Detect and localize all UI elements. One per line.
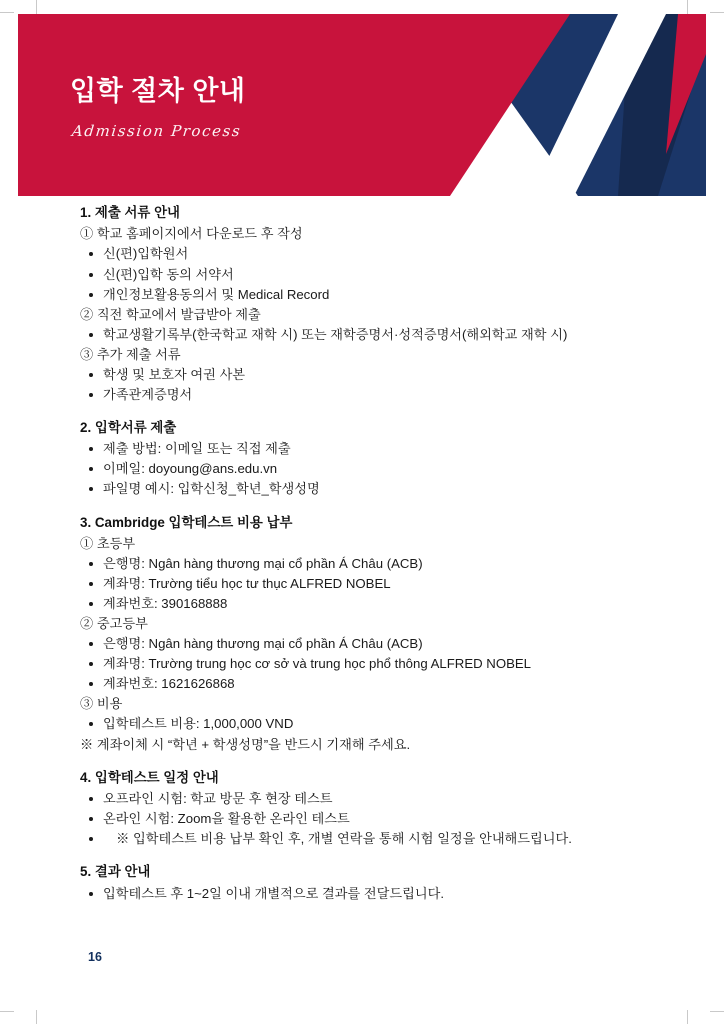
numbered-line: ② 중고등부 [80, 616, 148, 632]
crop-mark [687, 0, 688, 14]
numbered-line: ① 학교 홈페이지에서 다운로드 후 작성 [80, 226, 303, 242]
bullet-list [80, 244, 640, 304]
section-title: 1. 제출 서류 안내 [80, 205, 180, 220]
section [80, 418, 640, 500]
list-item: 계좌명: Trường tiểu học tư thục ALFRED NOBEL [80, 574, 640, 594]
section [80, 203, 640, 405]
numbered-line: ③ 추가 제출 서류 [80, 346, 181, 362]
list-item: 신(편)입학원서 [80, 244, 640, 264]
numbered-line: ② 직전 학교에서 발급받아 제출 [80, 306, 261, 322]
page-subtitle: Admission Process [71, 122, 243, 140]
crop-mark [710, 12, 724, 13]
crop-mark [36, 0, 37, 14]
list-item: 온라인 시험: Zoom을 활용한 온라인 테스트 [80, 809, 640, 829]
section-title: 5. 결과 안내 [80, 864, 151, 880]
list-item: 계좌번호: 390168888 [80, 594, 640, 614]
header-banner [18, 14, 706, 196]
bullet-list [80, 365, 640, 405]
list-item: 입학테스트 비용: 1,000,000 VND [80, 714, 640, 734]
section-title: 4. 입학테스트 일정 안내 [80, 769, 219, 785]
crop-mark [687, 1010, 688, 1024]
list-item: 입학테스트 후 1~2일 이내 개별적으로 결과를 전달드립니다. [80, 884, 640, 904]
list-item: ※ 입학테스트 비용 납부 확인 후, 개별 연락을 통해 시험 일정을 안내해드립니다. [80, 829, 640, 849]
list-item: 파일명 예시: 입학신청_학년_학생성명 [80, 479, 640, 499]
bullet-list [80, 634, 640, 694]
list-item: 학생 및 보호자 여권 사본 [80, 365, 640, 385]
page-number: 16 [88, 950, 102, 964]
note-line: ※ 계좌이체 시 “학년 + 학생성명”을 반드시 기재해 주세요. [80, 736, 411, 752]
document-body [80, 203, 640, 904]
crop-mark [0, 1011, 14, 1012]
bullet-list [80, 554, 640, 614]
crop-mark [36, 1010, 37, 1024]
section-title: 3. Cambridge 입학테스트 비용 납부 [80, 514, 293, 530]
list-item: 신(편)입학 동의 서약서 [80, 265, 640, 285]
list-item: 은행명: Ngân hàng thương mại cổ phần Á Châu (ACB) [80, 634, 640, 654]
bullet-list [80, 714, 640, 734]
section [80, 862, 640, 903]
list-item: 은행명: Ngân hàng thương mại cổ phần Á Châu (ACB) [80, 554, 640, 574]
bullet-list [80, 325, 640, 345]
section [80, 513, 640, 755]
crop-mark [710, 1011, 724, 1012]
list-item: 계좌번호: 1621626868 [80, 674, 640, 694]
list-item: 학교생활기록부(한국학교 재학 시) 또는 재학증명서·성적증명서(해외학교 재학 시) [80, 325, 640, 345]
list-item: 오프라인 시험: 학교 방문 후 현장 테스트 [80, 789, 640, 809]
section [80, 768, 640, 850]
numbered-line: ① 초등부 [80, 535, 136, 551]
bullet-list [80, 439, 640, 499]
list-item: 개인정보활용동의서 및 Medical Record [80, 285, 640, 305]
crop-mark [0, 12, 14, 13]
list-item: 계좌명: Trường trung học cơ sở và trung học phổ thông ALFRED NOBEL [80, 654, 640, 674]
page-title: 입학 절차 안내 [70, 76, 246, 106]
numbered-line: ③ 비용 [80, 696, 123, 712]
bullet-list [80, 789, 640, 849]
list-item: 제출 방법: 이메일 또는 직접 제출 [80, 439, 640, 459]
section-title: 2. 입학서류 제출 [80, 419, 177, 435]
list-item: 이메일: doyoung@ans.edu.vn [80, 459, 640, 479]
list-item: 가족관계증명서 [80, 385, 640, 405]
bullet-list [80, 884, 640, 904]
